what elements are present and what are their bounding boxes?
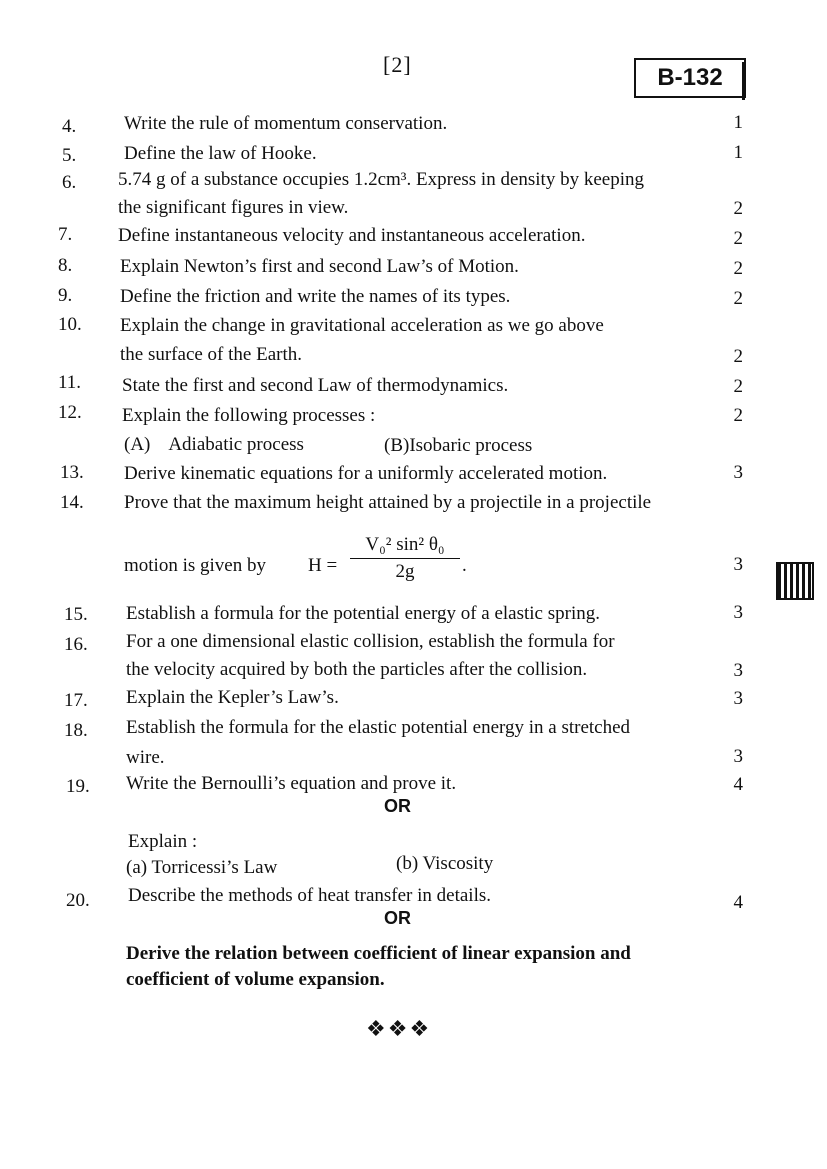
alt-option-a: (a) Torricessi’s Law: [126, 857, 278, 878]
question-number: 17.: [64, 690, 88, 711]
alt-question-text: Derive the relation between coefficient of linear expansion and: [126, 943, 631, 964]
or-separator: OR: [384, 908, 411, 928]
paper-code-box-shadow: [742, 62, 745, 100]
option-a: (A) Adiabatic process: [124, 434, 304, 455]
question-text-cont: the surface of the Earth.: [120, 344, 302, 365]
paper-code-box: B-132: [634, 58, 746, 98]
question-text-cont: wire.: [126, 747, 165, 768]
question-marks: 2: [733, 198, 743, 219]
question-marks: 3: [733, 462, 743, 483]
question-number: 19.: [66, 776, 90, 797]
question-text-cont: the velocity acquired by both the particles after the collision.: [126, 659, 588, 680]
question-number: 13.: [60, 462, 84, 483]
question-marks: 3: [733, 688, 743, 709]
alt-question-text: Explain :: [128, 831, 198, 852]
alt-option-b: (b) Viscosity: [396, 853, 494, 874]
option-b: (B)Isobaric process: [384, 435, 533, 456]
question-number: 20.: [66, 890, 90, 911]
question-number: 12.: [58, 402, 82, 423]
question-number: 5.: [62, 145, 77, 166]
question-marks: 1: [733, 112, 743, 133]
question-marks: 3: [733, 746, 743, 767]
alt-question-text-cont: coefficient of volume expansion.: [126, 969, 385, 990]
question-marks: 1: [733, 142, 743, 163]
question-marks: 4: [733, 892, 743, 913]
question-text: Establish the formula for the elastic potential energy in a stretched: [126, 717, 631, 738]
question-text: Define the friction and write the names of its types.: [120, 286, 511, 307]
question-marks: 2: [733, 376, 743, 397]
question-text: Prove that the maximum height attained by a projectile in a projectile: [124, 492, 652, 513]
question-text: Derive kinematic equations for a uniformly accelerated motion.: [124, 463, 608, 484]
question-text: Explain Newton’s first and second Law’s of Motion.: [120, 256, 519, 277]
question-number: 8.: [58, 255, 73, 276]
question-marks: 3: [733, 554, 743, 575]
question-text: Write the Bernoulli’s equation and prove it.: [126, 773, 457, 794]
question-marks: 2: [733, 346, 743, 367]
question-text: Write the rule of momentum conservation.: [124, 113, 448, 134]
question-marks: 2: [733, 405, 743, 426]
question-text-cont: motion is given by: [124, 555, 266, 576]
formula-numerator: V₀² sin² θ₀: [350, 534, 460, 559]
question-number: 11.: [58, 372, 82, 393]
question-number: 6.: [62, 172, 77, 193]
question-number: 9.: [58, 285, 73, 306]
question-text: Explain the Kepler’s Law’s.: [126, 687, 339, 708]
question-marks: 3: [733, 602, 743, 623]
page-number: [2]: [383, 52, 412, 77]
question-text: State the first and second Law of thermodynamics.: [122, 375, 509, 396]
qr-code-icon: [776, 562, 814, 600]
question-number: 10.: [58, 314, 82, 335]
question-text: 5.74 g of a substance occupies 1.2cm³. Express in density by keeping: [118, 169, 644, 190]
or-separator: OR: [384, 796, 411, 816]
question-marks: 2: [733, 288, 743, 309]
question-text: Describe the methods of heat transfer in details.: [128, 885, 491, 906]
question-text-cont: the significant figures in view.: [118, 197, 349, 218]
formula-dot: .: [462, 555, 467, 576]
question-text: For a one dimensional elastic collision, establish the formula for: [126, 631, 615, 652]
question-number: 7.: [58, 224, 73, 245]
question-text: Define instantaneous velocity and instantaneous acceleration.: [118, 225, 586, 246]
end-ornament: ❖❖❖: [366, 1016, 432, 1041]
question-marks: 2: [733, 258, 743, 279]
question-number: 18.: [64, 720, 88, 741]
question-text: Define the law of Hooke.: [124, 143, 317, 164]
question-number: 14.: [60, 492, 84, 513]
question-text: Establish a formula for the potential energy of a elastic spring.: [126, 603, 600, 624]
question-marks: 4: [733, 774, 743, 795]
question-number: 15.: [64, 604, 88, 625]
question-marks: 2: [733, 228, 743, 249]
question-text: Explain the change in gravitational acceleration as we go above: [120, 315, 604, 336]
question-marks: 3: [733, 660, 743, 681]
formula-lhs: H =: [308, 555, 338, 576]
question-number: 16.: [64, 634, 88, 655]
formula-denominator: 2g: [395, 561, 415, 582]
max-height-formula: [350, 534, 460, 583]
question-text: Explain the following processes :: [122, 405, 376, 426]
question-number: 4.: [62, 116, 77, 137]
